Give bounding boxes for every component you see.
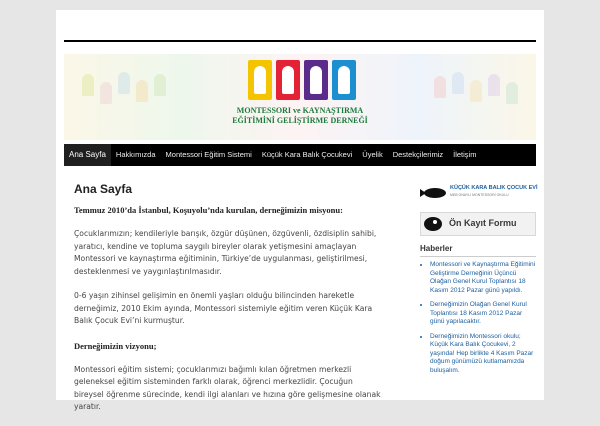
child-silhouette [154, 74, 166, 96]
kucuk-kara-balik-banner[interactable] [420, 182, 536, 204]
news-heading: Haberler [420, 244, 536, 257]
history-paragraph: 0-6 yaşın zihinsel gelişimin en önemli yaşları olduğu bilincinden hareketle derneğimiz, 2010 Ekim ayında, Montessori sistemiyle eğitim veren Küçük Kara Balık Çocuk Evi’ni kurmuştur. [74, 291, 373, 325]
news-list [420, 261, 536, 375]
nav-item-montessori-egitim-sistemi[interactable]: Montessori Eğitim Sistemi [165, 150, 252, 159]
header-rule [64, 40, 536, 42]
sidebar [420, 182, 536, 381]
site-banner[interactable] [64, 54, 536, 140]
child-silhouette [488, 74, 500, 96]
nav-item-iletisim[interactable]: İletişim [453, 150, 477, 159]
child-silhouette [506, 82, 518, 104]
logo-title-line2: EĞİTİMİNİ GELİŞTİRME DERNEĞİ [232, 116, 368, 125]
page-title: Ana Sayfa [74, 182, 133, 196]
child-silhouette [470, 80, 482, 102]
logo-tile-yellow [248, 60, 272, 100]
fish-banner-subtitle: MEB ONAYLI MONTESSORİ OKULU [450, 193, 509, 197]
nav-item-destekcilerimiz[interactable]: Destekçilerimiz [392, 150, 444, 159]
news-link[interactable]: • Montessori ve Kaynaştırma Eğitimini Geliştirme Derneğinin Üçüncü Olağan Genel Kurul Toplantısı 18 Kasım 2012 Pazar günü yapıldı. [430, 261, 536, 295]
fish-icon [424, 188, 446, 198]
fish-banner-title: KÜÇÜK KARA BALIK ÇOCUK EVİ [450, 185, 538, 191]
child-silhouette [452, 72, 464, 94]
logo-tile-purple [304, 60, 328, 100]
news-link[interactable]: • Derneğimizin Montessori okulu; Küçük Kara Balık Çocukevi, 2 yaşında! Hep birlikte 4 Kasım Pazar doğum günümüzü kutlamamızda buluşalım. [430, 333, 536, 376]
nav-item-kucuk-kara-balik-cocukevi[interactable]: Küçük Kara Balık Çocukevi [261, 150, 353, 159]
fish-eye-icon [433, 220, 437, 224]
child-figure-icon [282, 66, 294, 94]
intro-heading: Temmuz 2010’da İstanbul, Koşuyolu’nda kurulan, derneğimizin misyonu: [74, 205, 343, 215]
child-silhouette [118, 72, 130, 94]
form-button-label: Ön Kayıt Formu [449, 218, 517, 228]
mission-paragraph: Çocuklarımızın; kendileriyle barışık, özgür düşünen, özgüvenli, özdisiplin sahibi, yaratıcı, kendine ve topluma saygılı bireyler olarak yetişmesini amaçlayan Montessori ve kaynaştırma eğitiminin, Türkiye’de uygulanması, geliştirilmesi, desteklenmesi ve yaygınlaştırılmasıdır. [74, 229, 377, 276]
main-navigation [64, 144, 536, 166]
fish-icon [424, 217, 442, 231]
child-figure-icon [310, 66, 322, 94]
child-silhouette [100, 82, 112, 104]
news-link[interactable]: • Derneğimizin Olağan Genel Kurul Toplantısı 18 Kasım 2012 Pazar günü yapılacaktır. [430, 301, 536, 327]
nav-item-ana-sayfa[interactable]: Ana Sayfa [64, 144, 111, 166]
child-silhouette [434, 76, 446, 98]
vision-heading: Derneğimizin vizyonu; [74, 340, 157, 351]
child-figure-icon [254, 66, 266, 94]
child-silhouette [136, 80, 148, 102]
nav-item-uyelik[interactable]: Üyelik [362, 150, 383, 159]
nav-item-hakkimizda[interactable]: Hakkımızda [115, 150, 156, 159]
logo-tile-red [276, 60, 300, 100]
vision-paragraph: Montessori eğitim sistemi; çocuklarımızı bağımlı kılan öğretmen merkezli geleneksel eğitim sisteminden farklı olarak, öğrenci merkezlidir. Çocuğun bireysel öğrenme sürecinde, kendi ilgi alanları ve hızına göre gelişmesine olanak yaratır. [74, 364, 381, 411]
pre-registration-form-button[interactable] [420, 212, 536, 236]
main-content [74, 182, 384, 426]
child-figure-icon [338, 66, 350, 94]
page-container [56, 10, 544, 411]
logo-tile-blue [332, 60, 356, 100]
child-silhouette [82, 74, 94, 96]
logo-title-line1: MONTESSORI ve KAYNAŞTIRMA [236, 106, 364, 115]
